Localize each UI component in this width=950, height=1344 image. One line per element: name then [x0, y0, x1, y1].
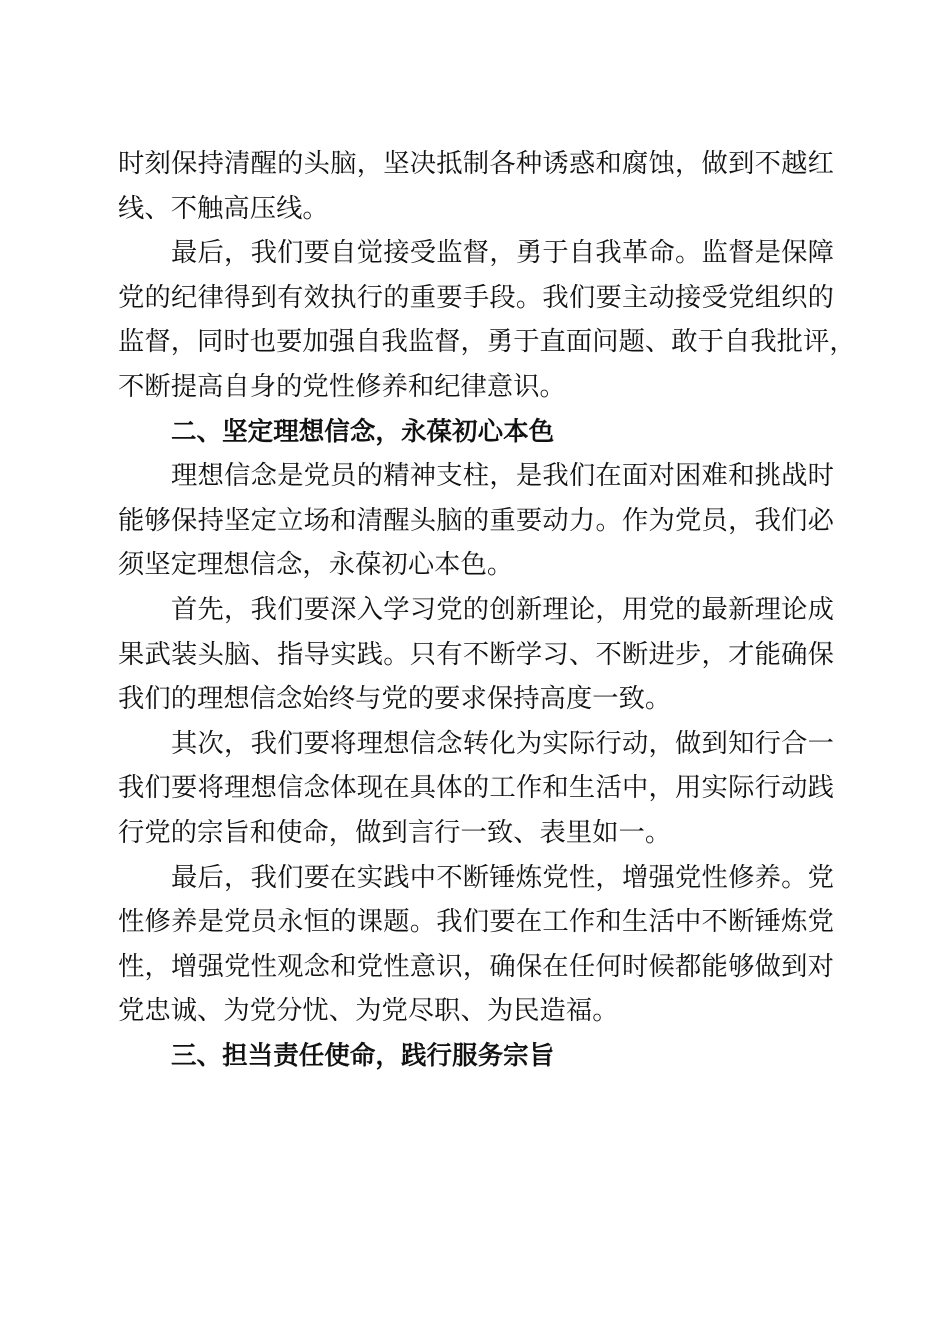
text-line: 监督，同时也要加强自我监督，勇于直面问题、敢于自我批评，: [118, 327, 856, 358]
paragraph-finally: [118, 856, 834, 1034]
text-line: 我们的理想信念始终与党的要求保持高度一致。: [118, 684, 672, 715]
text-line: 理想信念是党员的精神支柱，是我们在面对困难和挑战时: [171, 461, 834, 492]
text-line: 线、不触高压线。: [118, 193, 329, 224]
text-line: 党的纪律得到有效执行的重要手段。我们要主动接受党组织的: [118, 282, 834, 313]
text-line: 党忠诚、为党分忧、为党尽职、为民造福。: [118, 996, 619, 1027]
paragraph-continued: [118, 142, 834, 231]
text-line: 最后，我们要自觉接受监督，勇于自我革命。监督是保障: [171, 238, 834, 269]
text-line: 能够保持坚定立场和清醒头脑的重要动力。作为党员，我们必: [118, 505, 834, 536]
text-line: 时刻保持清醒的头脑，坚决抵制各种诱惑和腐蚀，做到不越红: [118, 149, 834, 179]
section-heading-2: 二、坚定理想信念，永葆初心本色: [171, 416, 555, 447]
paragraph-first: [118, 588, 834, 722]
text-line: 最后，我们要在实践中不断锤炼党性，增强党性修养。党: [171, 862, 834, 893]
text-line: 须坚定理想信念，永葆初心本色。: [118, 550, 514, 581]
text-line: 性，增强党性观念和党性意识，确保在任何时候都能够做到对: [118, 951, 834, 982]
document-page: [118, 142, 856, 1078]
text-line: 我们要将理想信念体现在具体的工作和生活中，用实际行动践: [118, 773, 834, 804]
text-line: 首先，我们要深入学习党的创新理论，用党的最新理论成: [171, 594, 834, 625]
text-line: 不断提高自身的党性修养和纪律意识。: [118, 371, 566, 402]
paragraph-supervision: [118, 231, 856, 409]
section-heading-3: 三、担当责任使命，践行服务宗旨: [171, 1040, 555, 1071]
text-line: 行党的宗旨和使命，做到言行一致、表里如一。: [118, 817, 672, 848]
text-line: 果武装头脑、指导实践。只有不断学习、不断进步，才能确保: [118, 639, 834, 670]
paragraph-second: [118, 722, 834, 856]
text-line: 性修养是党员永恒的课题。我们要在工作和生活中不断锤炼党: [118, 907, 834, 938]
paragraph-ideals-intro: [118, 454, 834, 588]
text-line: 其次，我们要将理想信念转化为实际行动，做到知行合一: [171, 728, 834, 759]
